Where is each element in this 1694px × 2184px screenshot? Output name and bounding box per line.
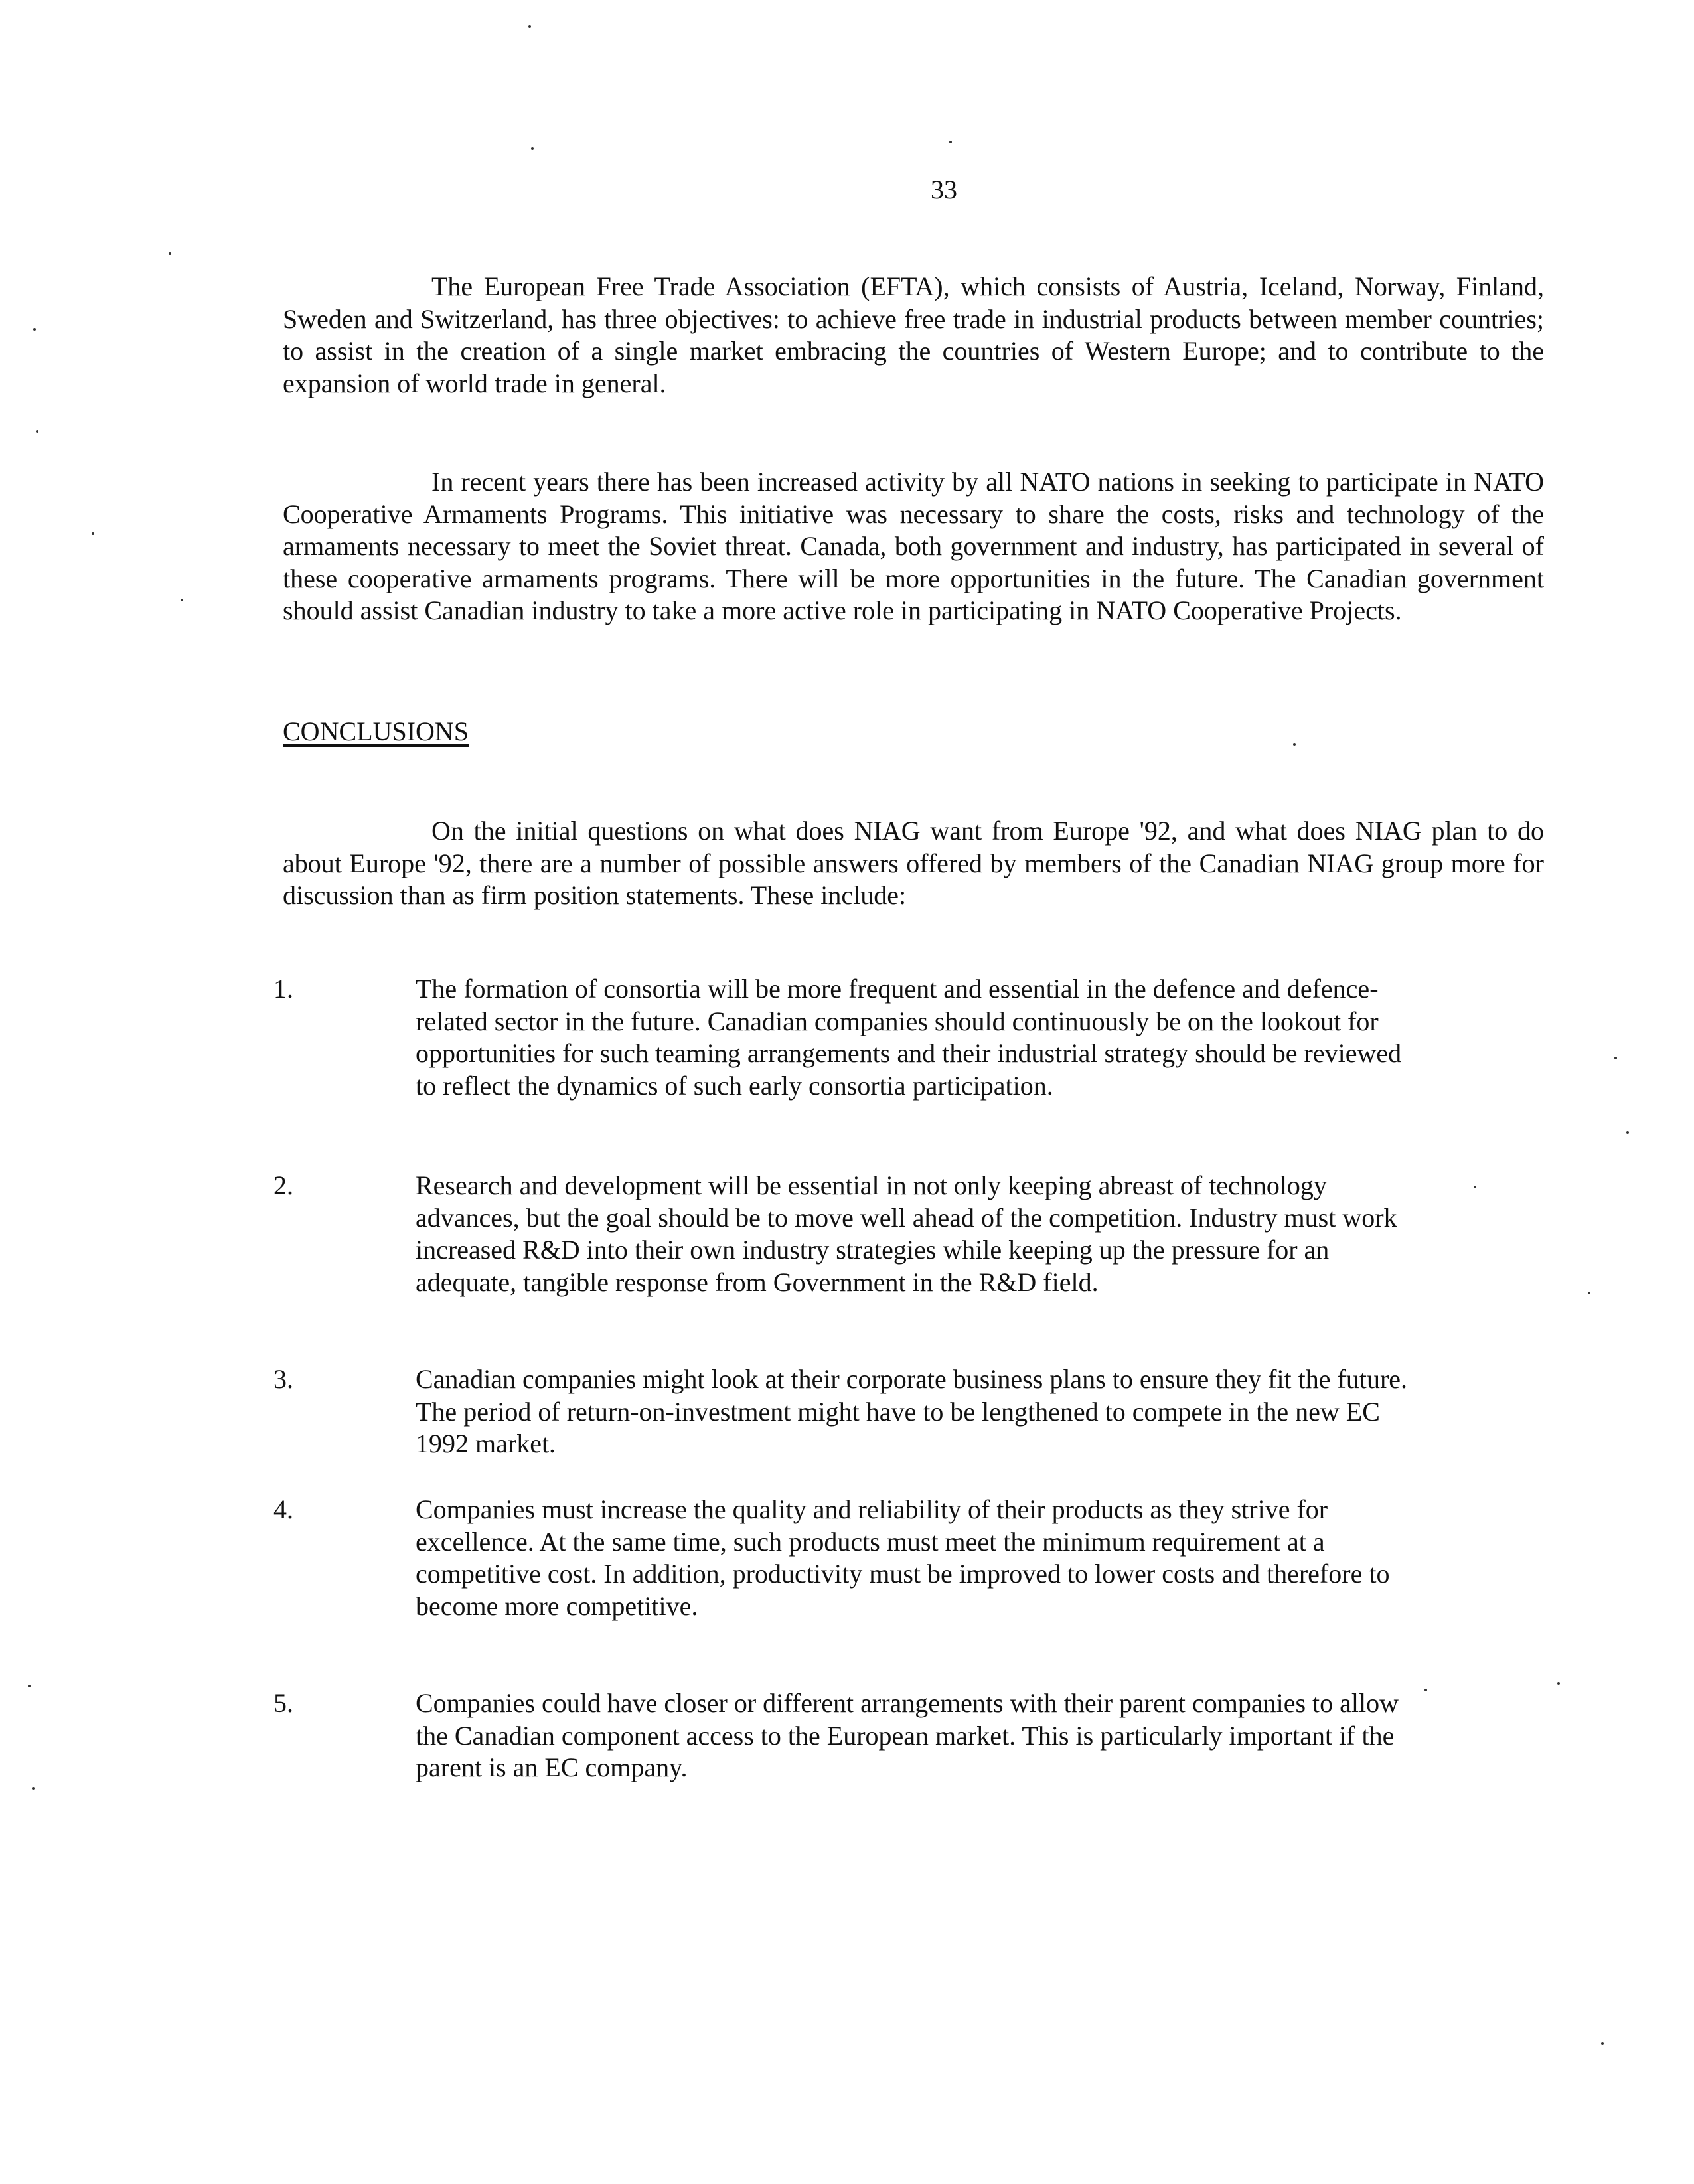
scan-speck bbox=[1293, 743, 1296, 746]
list-item-text: The formation of consortia will be more frequent and essential in the defence and defence-related sector in the future. Canadian companies should continuously be on the lookout for opportunities for such teaming arrangements and their industrial strategy should be reviewed to reflect the dynamics of such early consortia participation. bbox=[416, 974, 1402, 1101]
scan-speck bbox=[32, 1787, 35, 1790]
conclusions-intro: On the initial questions on what does NIAG want from Europe '92, and what does NIAG plan to do about Europe '92, there are a number of possible answers offered by members of the Canadian NIAG group more for discussion than as firm position statements. These include: bbox=[283, 816, 1544, 910]
scan-speck bbox=[1557, 1682, 1560, 1685]
list-item-number: 1. bbox=[273, 974, 293, 1004]
scan-speck bbox=[528, 25, 531, 28]
scan-speck bbox=[28, 1685, 31, 1687]
list-item-text: Canadian companies might look at their corporate business plans to ensure they fit the future. The period of return-on-investment might have to be lengthened to compete in the new EC 1992 market. bbox=[416, 1364, 1408, 1458]
scan-speck bbox=[949, 141, 952, 143]
scan-speck bbox=[36, 430, 38, 433]
scan-speck bbox=[181, 599, 183, 601]
list-item-number: 2. bbox=[273, 1170, 293, 1200]
scan-speck bbox=[1474, 1186, 1476, 1188]
list-item-number: 3. bbox=[273, 1364, 293, 1394]
scan-speck bbox=[92, 532, 94, 535]
paragraph-efta: The European Free Trade Association (EFTA), which consists of Austria, Iceland, Norway, Finland, Sweden and Switzerland, has three objectives: to achieve free trade in industrial products between member countries; to assist in the creation of a single market embracing the countries of Western Europe; and to contribute to the expansion of world trade in general. bbox=[283, 272, 1544, 398]
scan-speck bbox=[1588, 1292, 1590, 1294]
list-item-text: Research and development will be essential in not only keeping abreast of technology advances, but the goal should be to move well ahead of the competition. Industry must work increased R&D into their own industry strategies while keeping up the pressure for an adequate, tangible response from Government in the R&D field. bbox=[416, 1170, 1397, 1297]
scan-speck bbox=[33, 328, 36, 331]
scan-speck bbox=[1601, 2042, 1604, 2045]
list-item-number: 4. bbox=[273, 1494, 293, 1524]
list-item-text: Companies must increase the quality and reliability of their products as they strive for excellence. At the same time, such products must meet the minimum requirement at a competitive cost. In addition, productivity must be improved to lower costs and therefore to become more competitive. bbox=[416, 1494, 1390, 1621]
scan-speck bbox=[1626, 1131, 1629, 1134]
scan-speck bbox=[1614, 1057, 1617, 1059]
list-item-number: 5. bbox=[273, 1688, 293, 1718]
scan-speck bbox=[1424, 1689, 1427, 1691]
scan-speck bbox=[531, 147, 534, 150]
list-item-text: Companies could have closer or different arrangements with their parent companies to allow the Canadian component access to the European market. This is particularly important if the parent is an EC company. bbox=[416, 1688, 1399, 1782]
page-number: 33 bbox=[931, 175, 957, 204]
paragraph-nato: In recent years there has been increased activity by all NATO nations in seeking to participate in NATO Cooperative Armaments Programs. This initiative was necessary to share the costs, risks and technology of the armaments necessary to meet the Soviet threat. Canada, both government and industry, has participated in several of these cooperative armaments programs. There will be more opportunities in the future. The Canadian government should assist Canadian industry to take a more active role in participating in NATO Cooperative Projects. bbox=[283, 467, 1544, 625]
section-heading: CONCLUSIONS bbox=[283, 716, 469, 746]
scan-speck bbox=[169, 252, 171, 255]
